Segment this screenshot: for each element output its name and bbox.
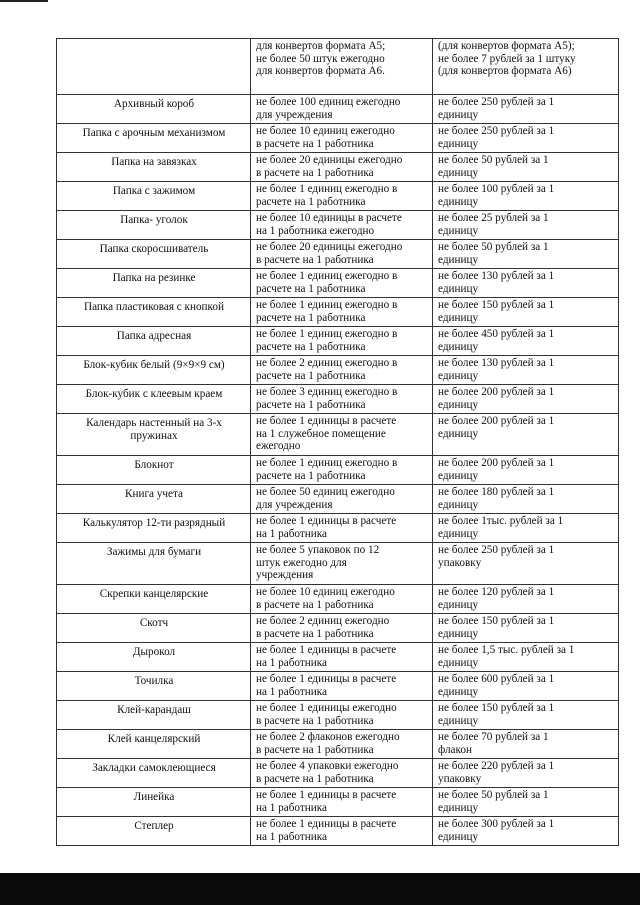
quantity-limit-cell: не более 1 единицы в расчете на 1 работника	[251, 817, 433, 846]
item-name-cell: Календарь настенный на 3-х пружинах	[57, 414, 251, 456]
price-limit-cell: не более 300 рублей за 1 единицу	[433, 817, 619, 846]
price-limit-cell: не более 1тыс. рублей за 1 единицу	[433, 514, 619, 543]
item-name-cell: Папка пластиковая с кнопкой	[57, 298, 251, 327]
price-limit-cell: не более 250 рублей за 1 единицу	[433, 95, 619, 124]
price-limit-cell: (для конвертов формата А5); не более 7 рублей за 1 штуку (для конвертов формата А6)	[433, 39, 619, 95]
table-row	[57, 514, 619, 543]
table-row	[57, 39, 619, 95]
quantity-limit-cell: для конвертов формата А5; не более 50 штук ежегодно для конвертов формата А6.	[251, 39, 433, 95]
price-limit-cell: не более 220 рублей за 1 упаковку	[433, 759, 619, 788]
price-limit-cell: не более 450 рублей за 1 единицу	[433, 327, 619, 356]
table-row	[57, 614, 619, 643]
quantity-limit-cell: не более 1 единиц ежегодно в расчете на 1 работника	[251, 182, 433, 211]
table-row	[57, 701, 619, 730]
item-name-cell: Клей канцелярский	[57, 730, 251, 759]
quantity-limit-cell: не более 20 единицы ежегодно в расчете на 1 работника	[251, 153, 433, 182]
price-limit-cell: не более 200 рублей за 1 единицу	[433, 385, 619, 414]
item-name-cell: Блок-кубик с клеевым краем	[57, 385, 251, 414]
quantity-limit-cell: не более 1 единицы в расчете на 1 работника	[251, 514, 433, 543]
price-limit-cell: не более 250 рублей за 1 упаковку	[433, 543, 619, 585]
item-name-cell: Линейка	[57, 788, 251, 817]
item-name-cell	[57, 39, 251, 95]
quantity-limit-cell: не более 50 единиц ежегодно для учреждения	[251, 485, 433, 514]
top-rule	[0, 0, 48, 2]
table-row	[57, 327, 619, 356]
table-row	[57, 485, 619, 514]
quantity-limit-cell: не более 1 единицы в расчете на 1 работника	[251, 788, 433, 817]
table-row	[57, 730, 619, 759]
quantity-limit-cell: не более 1 единицы в расчете на 1 служебное помещение ежегодно	[251, 414, 433, 456]
item-name-cell: Архивный короб	[57, 95, 251, 124]
table-row	[57, 153, 619, 182]
table-row	[57, 269, 619, 298]
quantity-limit-cell: не более 10 единицы в расчете на 1 работника ежегодно	[251, 211, 433, 240]
item-name-cell: Скотч	[57, 614, 251, 643]
item-name-cell: Закладки самоклеющиеся	[57, 759, 251, 788]
table-row	[57, 759, 619, 788]
price-limit-cell: не более 180 рублей за 1 единицу	[433, 485, 619, 514]
scan-bottom-edge	[0, 873, 640, 905]
quantity-limit-cell: не более 1 единиц ежегодно в расчете на 1 работника	[251, 269, 433, 298]
price-limit-cell: не более 70 рублей за 1 флакон	[433, 730, 619, 759]
table-row	[57, 817, 619, 846]
price-limit-cell: не более 50 рублей за 1 единицу	[433, 153, 619, 182]
supplies-norms-table	[56, 38, 619, 846]
quantity-limit-cell: не более 100 единиц ежегодно для учреждения	[251, 95, 433, 124]
price-limit-cell: не более 50 рублей за 1 единицу	[433, 240, 619, 269]
table-row	[57, 182, 619, 211]
price-limit-cell: не более 130 рублей за 1 единицу	[433, 356, 619, 385]
item-name-cell: Калькулятор 12-ти разрядный	[57, 514, 251, 543]
item-name-cell: Блокнот	[57, 456, 251, 485]
quantity-limit-cell: не более 1 единицы ежегодно в расчете на 1 работника	[251, 701, 433, 730]
item-name-cell: Папка с арочным механизмом	[57, 124, 251, 153]
table-body	[57, 39, 619, 846]
table-row	[57, 643, 619, 672]
quantity-limit-cell: не более 10 единиц ежегодно в расчете на 1 работника	[251, 585, 433, 614]
quantity-limit-cell: не более 1 единицы в расчете на 1 работника	[251, 643, 433, 672]
price-limit-cell: не более 150 рублей за 1 единицу	[433, 298, 619, 327]
table-row	[57, 95, 619, 124]
price-limit-cell: не более 200 рублей за 1 единицу	[433, 414, 619, 456]
item-name-cell: Степлер	[57, 817, 251, 846]
item-name-cell: Папка с зажимом	[57, 182, 251, 211]
item-name-cell: Точилка	[57, 672, 251, 701]
table-row	[57, 298, 619, 327]
table-row	[57, 456, 619, 485]
item-name-cell: Блок-кубик белый (9×9×9 см)	[57, 356, 251, 385]
quantity-limit-cell: не более 3 единиц ежегодно в расчете на 1 работника	[251, 385, 433, 414]
item-name-cell: Книга учета	[57, 485, 251, 514]
quantity-limit-cell: не более 1 единицы в расчете на 1 работника	[251, 672, 433, 701]
price-limit-cell: не более 200 рублей за 1 единицу	[433, 456, 619, 485]
item-name-cell: Папка на завязках	[57, 153, 251, 182]
table-row	[57, 385, 619, 414]
price-limit-cell: не более 25 рублей за 1 единицу	[433, 211, 619, 240]
price-limit-cell: не более 120 рублей за 1 единицу	[433, 585, 619, 614]
price-limit-cell: не более 600 рублей за 1 единицу	[433, 672, 619, 701]
item-name-cell: Папка на резинке	[57, 269, 251, 298]
table-row	[57, 211, 619, 240]
price-limit-cell: не более 150 рублей за 1 единицу	[433, 614, 619, 643]
price-limit-cell: не более 100 рублей за 1 единицу	[433, 182, 619, 211]
quantity-limit-cell: не более 4 упаковки ежегодно в расчете на 1 работника	[251, 759, 433, 788]
price-limit-cell: не более 130 рублей за 1 единицу	[433, 269, 619, 298]
item-name-cell: Клей-карандаш	[57, 701, 251, 730]
table-row	[57, 585, 619, 614]
quantity-limit-cell: не более 1 единиц ежегодно в расчете на 1 работника	[251, 327, 433, 356]
price-limit-cell: не более 150 рублей за 1 единицу	[433, 701, 619, 730]
price-limit-cell: не более 1,5 тыс. рублей за 1 единицу	[433, 643, 619, 672]
quantity-limit-cell: не более 5 упаковок по 12 штук ежегодно для учреждения	[251, 543, 433, 585]
quantity-limit-cell: не более 2 единиц ежегодно в расчете на 1 работника	[251, 614, 433, 643]
quantity-limit-cell: не более 1 единиц ежегодно в расчете на 1 работника	[251, 298, 433, 327]
item-name-cell: Папка адресная	[57, 327, 251, 356]
quantity-limit-cell: не более 10 единиц ежегодно в расчете на 1 работника	[251, 124, 433, 153]
quantity-limit-cell: не более 20 единицы ежегодно в расчете на 1 работника	[251, 240, 433, 269]
table-row	[57, 356, 619, 385]
item-name-cell: Дырокол	[57, 643, 251, 672]
table-row	[57, 240, 619, 269]
item-name-cell: Скрепки канцелярские	[57, 585, 251, 614]
item-name-cell: Папка- уголок	[57, 211, 251, 240]
table-row	[57, 543, 619, 585]
item-name-cell: Зажимы для бумаги	[57, 543, 251, 585]
quantity-limit-cell: не более 2 флаконов ежегодно в расчете на 1 работника	[251, 730, 433, 759]
price-limit-cell: не более 250 рублей за 1 единицу	[433, 124, 619, 153]
price-limit-cell: не более 50 рублей за 1 единицу	[433, 788, 619, 817]
quantity-limit-cell: не более 2 единиц ежегодно в расчете на 1 работника	[251, 356, 433, 385]
quantity-limit-cell: не более 1 единиц ежегодно в расчете на 1 работника	[251, 456, 433, 485]
item-name-cell: Папка скоросшиватель	[57, 240, 251, 269]
table-row	[57, 124, 619, 153]
table-row	[57, 788, 619, 817]
table-row	[57, 414, 619, 456]
table-row	[57, 672, 619, 701]
